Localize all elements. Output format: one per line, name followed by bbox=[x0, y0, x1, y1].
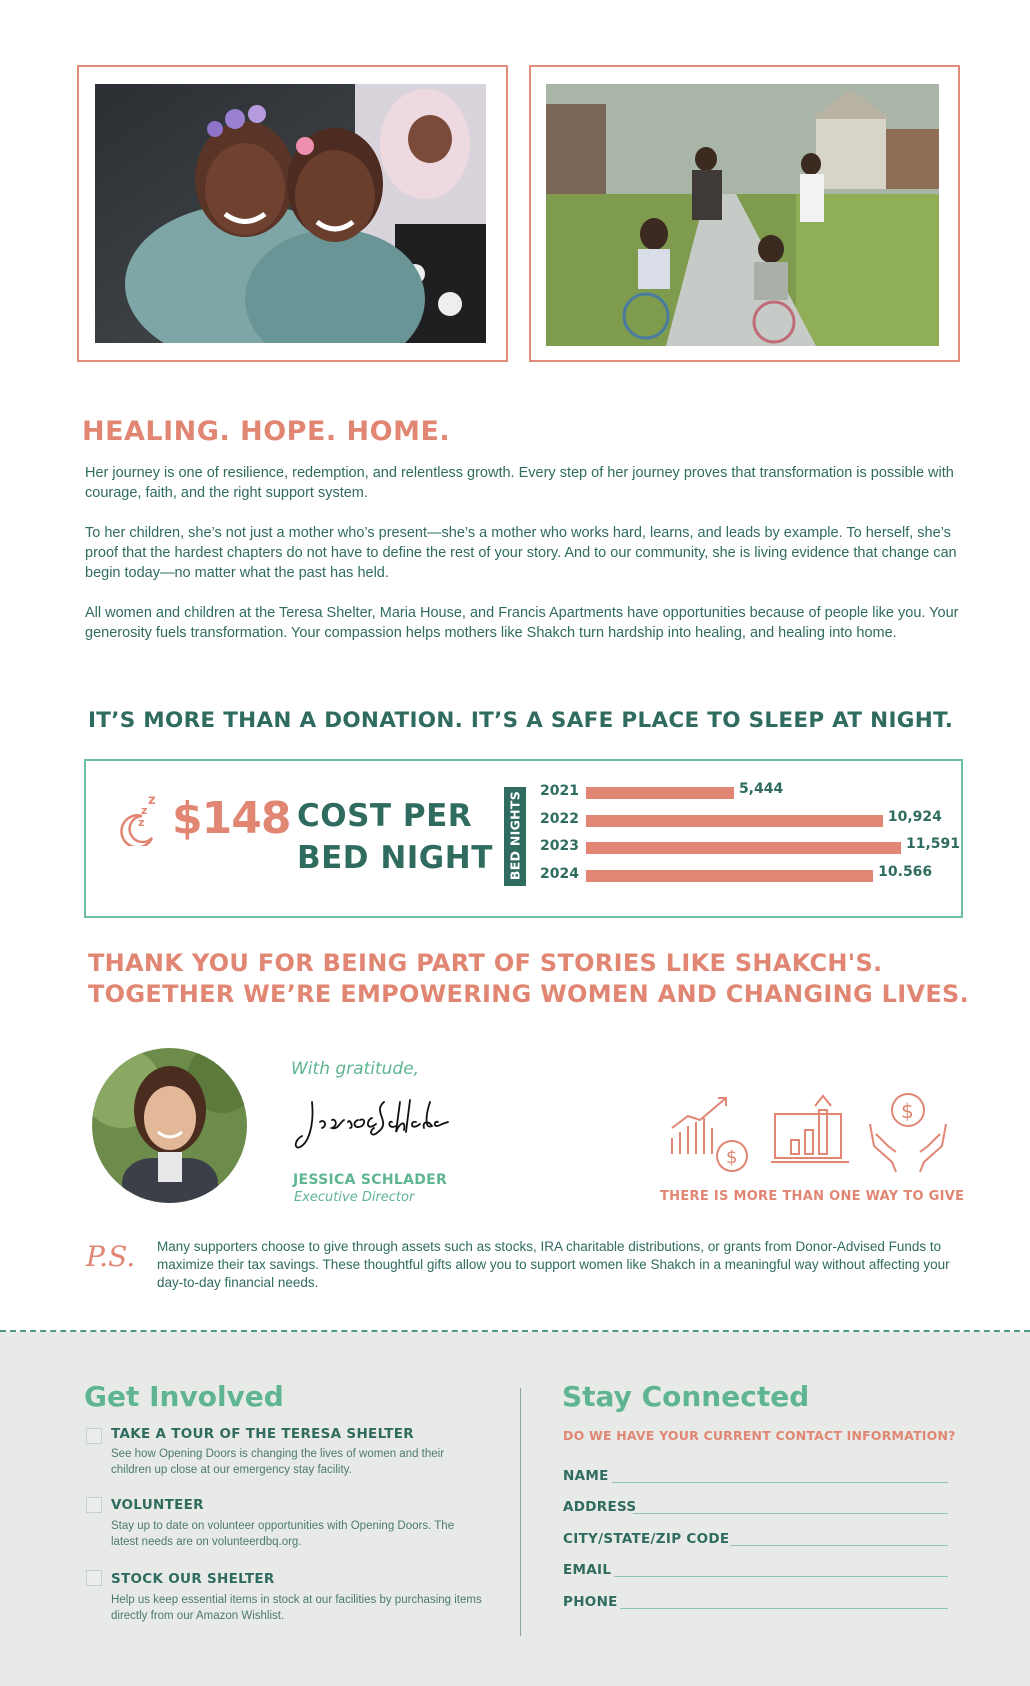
photo-children-hugging bbox=[95, 84, 486, 343]
email-label: EMAIL bbox=[563, 1562, 612, 1578]
tour-checkbox[interactable] bbox=[86, 1428, 102, 1444]
chart-axis-label: BED NIGHTS bbox=[507, 790, 523, 881]
city-state-zip-field[interactable] bbox=[730, 1545, 948, 1546]
stock-growth-icon bbox=[668, 1094, 754, 1178]
ps-label: P.S. bbox=[86, 1240, 136, 1273]
signer-name: JESSICA SCHLADER bbox=[293, 1172, 448, 1188]
avatar bbox=[92, 1048, 247, 1203]
stock-shelter-desc: Help us keep essential items in stock at our facilities by purchasing items directly from our Amazon Wishlist. bbox=[111, 1594, 482, 1622]
svg-text:$: $ bbox=[726, 1147, 738, 1168]
hands-donation-icon bbox=[866, 1090, 950, 1178]
phone-field[interactable] bbox=[620, 1608, 948, 1609]
chart-bar bbox=[586, 842, 901, 854]
address-label: ADDRESS bbox=[563, 1499, 637, 1515]
svg-text:z: z bbox=[148, 793, 156, 808]
chart-value-label: 11,591 bbox=[906, 836, 961, 852]
volunteer-checkbox[interactable] bbox=[86, 1497, 102, 1513]
svg-text:z: z bbox=[138, 816, 145, 829]
email-field[interactable] bbox=[614, 1576, 948, 1577]
chart-category-label: 2024 bbox=[540, 865, 579, 882]
name-field[interactable] bbox=[612, 1482, 948, 1483]
volunteer-desc: Stay up to date on volunteer opportunities with Opening Doors. The latest needs are on volunteerdbq.org. bbox=[111, 1520, 455, 1548]
stay-connected-title: Stay Connected bbox=[562, 1380, 810, 1413]
sleep-moon-icon bbox=[112, 790, 166, 850]
photo-family-biking bbox=[546, 84, 939, 346]
signature bbox=[292, 1092, 452, 1158]
chart-value-label: 10.566 bbox=[878, 863, 933, 880]
volunteer-title: VOLUNTEER bbox=[111, 1497, 204, 1513]
stock-shelter-title: STOCK OUR SHELTER bbox=[111, 1571, 275, 1587]
gratitude-text: With gratitude, bbox=[291, 1059, 420, 1079]
healing-body bbox=[85, 463, 965, 663]
chart-bar bbox=[586, 815, 883, 827]
tour-title: TAKE A TOUR OF THE TERESA SHELTER bbox=[111, 1426, 414, 1442]
cost-label-line1: COST PER bbox=[297, 798, 473, 834]
bar-chart-icon bbox=[771, 1094, 851, 1178]
thanks-line1: THANK YOU FOR BEING PART OF STORIES LIKE SHAKCH'S. bbox=[88, 949, 883, 977]
chart-bar bbox=[586, 870, 873, 882]
stay-connected-subtitle: DO WE HAVE YOUR CURRENT CONTACT INFORMATION? bbox=[563, 1428, 956, 1443]
name-label: NAME bbox=[563, 1468, 609, 1484]
chart-category-label: 2022 bbox=[540, 810, 579, 827]
thanks-line2: TOGETHER WE’RE EMPOWERING WOMEN AND CHANGING LIVES. bbox=[88, 980, 970, 1008]
cut-line bbox=[0, 1330, 1030, 1332]
address-field[interactable] bbox=[633, 1513, 948, 1514]
city-state-zip-label: CITY/STATE/ZIP CODE bbox=[563, 1531, 730, 1547]
signer-title: Executive Director bbox=[294, 1190, 415, 1205]
give-caption: THERE IS MORE THAN ONE WAY TO GIVE bbox=[660, 1189, 965, 1204]
donation-heading: IT’S MORE THAN A DONATION. IT’S A SAFE PLACE TO SLEEP AT NIGHT. bbox=[88, 708, 954, 733]
paragraph: To her children, she’s not just a mother who’s present—she’s a mother who works hard, learns, and leads by example. To herself, she’s proof that the hardest chapters do not have to define the rest of your story. And to our community, she is living evidence that change can begin today—no matter what the past has held. bbox=[85, 525, 957, 581]
svg-text:z: z bbox=[141, 804, 148, 817]
chart-category-label: 2021 bbox=[540, 783, 579, 799]
paragraph: Her journey is one of resilience, redemption, and relentless growth. Every step of her journey proves that transformation is possible with courage, faith, and the right support system. bbox=[85, 465, 954, 501]
svg-text:$: $ bbox=[901, 1099, 914, 1123]
chart-value-label: 5,444 bbox=[738, 781, 784, 797]
phone-label: PHONE bbox=[563, 1594, 618, 1610]
section-heading-healing: HEALING. HOPE. HOME. bbox=[82, 416, 451, 447]
get-involved-title: Get Involved bbox=[84, 1380, 284, 1413]
column-divider bbox=[520, 1388, 521, 1636]
cost-label-line2: BED NIGHT bbox=[297, 840, 493, 876]
ps-text: Many supporters choose to give through assets such as stocks, IRA charitable distributions, or grants from Donor-Advised Funds to maximize their tax savings. These thoughtful gifts allow you to support women like Shakch in a meaningful way without affecting your day-to-day financial needs. bbox=[157, 1239, 950, 1290]
stock-shelter-checkbox[interactable] bbox=[86, 1570, 102, 1586]
chart-bar bbox=[586, 787, 734, 799]
paragraph: All women and children at the Teresa Shelter, Maria House, and Francis Apartments have opportunities because of people like you. Your generosity fuels transformation. Your compassion helps mothers like Shakch turn hardship into healing, and healing into home. bbox=[85, 605, 959, 641]
chart-value-label: 10,924 bbox=[887, 808, 942, 825]
bed-nights-chart bbox=[536, 781, 961, 894]
chart-category-label: 2023 bbox=[540, 838, 579, 854]
cost-amount: $148 bbox=[172, 793, 291, 844]
tour-desc: See how Opening Doors is changing the lives of women and their children up close at our emergency stay facility. bbox=[111, 1448, 445, 1476]
